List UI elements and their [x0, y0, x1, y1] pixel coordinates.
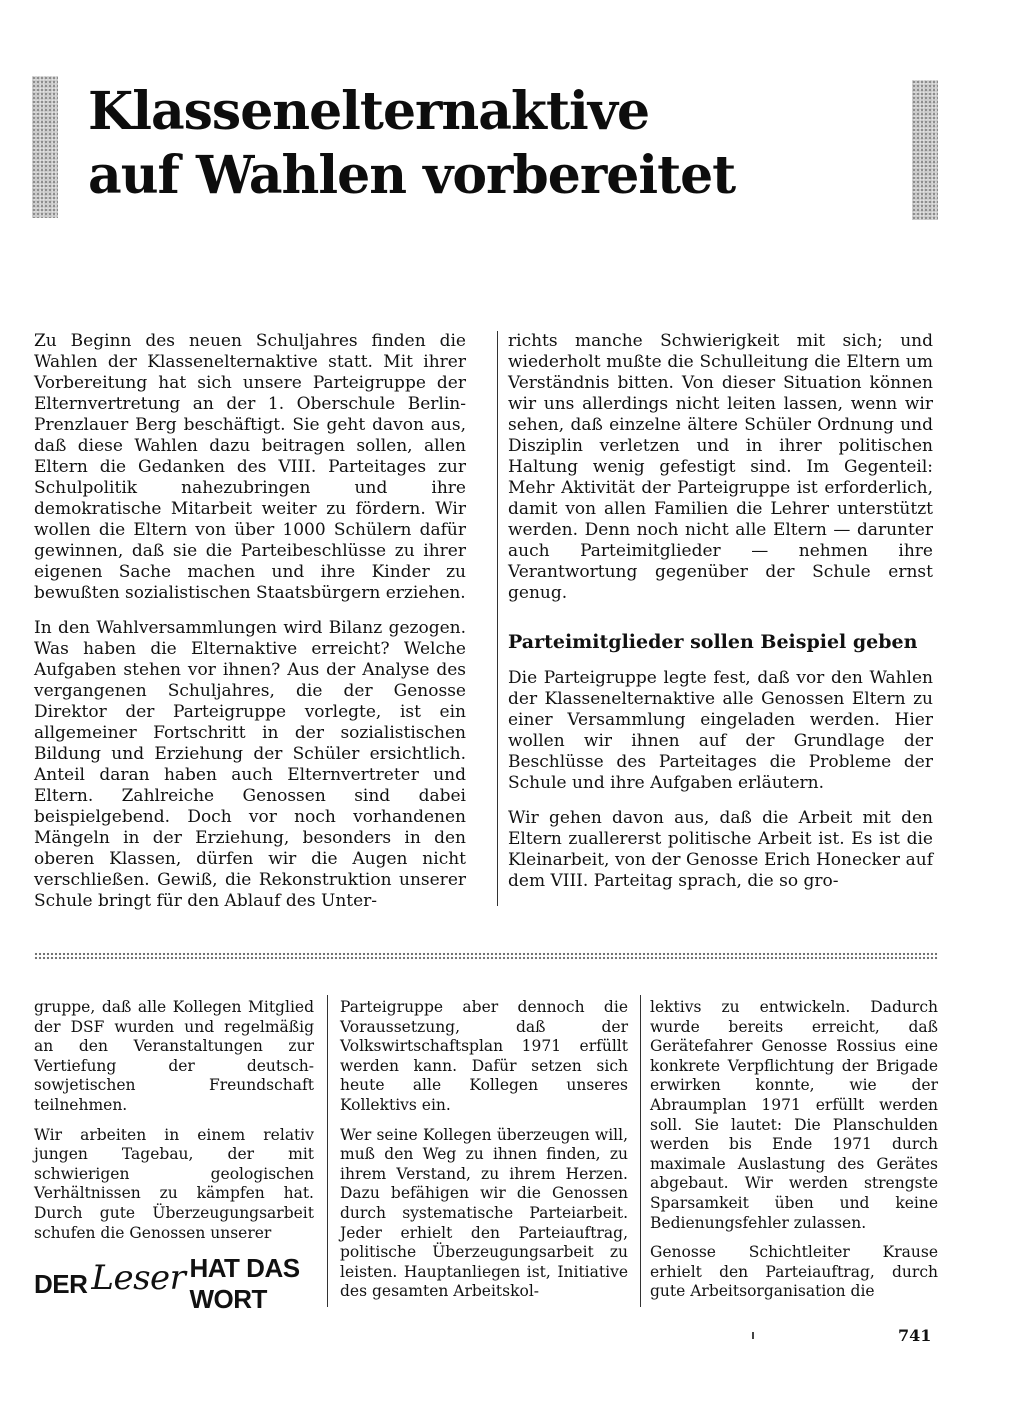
- headline: [88, 80, 735, 208]
- letters-paragraph: Wer seine Kollegen überzeugen will, muß den Weg zu ihnen finden, zu ihrem Verstand, zu ihrem Herzen. Dazu befähigen wir die Genossen durch systematische Parteiarbeit. Jeder erhielt den Parteiauftrag, politische Überzeugungsarbeit zu leisten. Hauptanliegen ist, Initiative des gesamten Arbeitskol-: [340, 1125, 628, 1301]
- headline-decorative-bar-left: [32, 76, 58, 218]
- headline-line-1: Klassenelternaktive: [88, 81, 650, 142]
- letters-column-3: [650, 998, 938, 1312]
- letters-paragraph: Wir arbeiten in einem relativ jungen Tagebau, der mit schwierigen geologischen Verhältnissen zu kämpfen hat. Durch gute Überzeugungsarbeit schufen die Genossen unserer: [34, 1125, 314, 1242]
- logo-text-leser: Leser: [91, 1258, 186, 1298]
- headline-line-2: auf Wahlen vorbereitet: [88, 145, 736, 206]
- article-paragraph: Zu Beginn des neuen Schuljahres finden die Wahlen der Klassenelternaktive statt. Mit ihrer Vorbereitung hat sich unsere Parteigruppe der Elternvertretung an der 1. Oberschule Berlin-Prenzlauer Berg beschäftigt. Sie geht davon aus, daß diese Wahlen dazu beitragen sollen, allen Eltern die Gedanken des VIII. Parteitages zur Schulpolitik nahezubringen und ihre demokratische Mitarbeit weiter zu fördern. Wir wollen die Eltern von über 1000 Schülern dafür gewinnen, daß sie die Parteibeschlüsse zu ihrer eigenen Sache machen und ihre Kinder zu bewußten sozialistischen Staatsbürgern erziehen.: [34, 331, 466, 603]
- letters-paragraph: gruppe, daß alle Kollegen Mitglied der DSF wurden und regelmäßig an den Veranstaltungen zur Vertiefung der deutsch-sowjetischen Freundschaft teilnehmen.: [34, 998, 314, 1114]
- article-paragraph: Wir gehen davon aus, daß die Arbeit mit den Eltern zuallererst politische Arbeit ist. Es ist die Kleinarbeit, von der Genosse Erich Honecker auf dem VIII. Parteitag sprach, die so gro-: [508, 808, 933, 891]
- article-subheading: Parteimitglieder sollen Beispiel geben: [508, 631, 918, 653]
- logo-text-hat-das-wort: HAT DAS WORT: [189, 1253, 300, 1314]
- letters-column-1: [34, 998, 314, 1253]
- column-rule: [640, 995, 641, 1307]
- article-column-left: [34, 331, 466, 926]
- section-logo: [34, 1253, 310, 1314]
- article-paragraph: In den Wahlversammlungen wird Bilanz gezogen. Was haben die Elternaktive erreicht? Welche Aufgaben stehen vor ihnen? Aus der Analyse des vergangenen Schuljahres, die der Genosse Direktor der Parteigruppe vorlegte, ist ein allgemeiner Fortschritt in der sozialistischen Bildung und Erziehung der Schüler ersichtlich. Anteil daran haben auch Elternvertreter und Eltern. Zahlreiche Genossen sind dabei beispielgebend. Doch vor noch vorhandenen Mängeln in der Erziehung, besonders in den oberen Klassen, dürfen wir die Augen nicht verschließen. Gewiß, die Rekonstruktion unserer Schule bringt für den Ablauf des Unter-: [34, 618, 466, 911]
- section-divider: [34, 952, 938, 960]
- headline-decorative-bar-right: [912, 80, 938, 220]
- letters-column-2: [340, 998, 628, 1312]
- article-paragraph: Die Parteigruppe legte fest, daß vor den Wahlen der Klassenelternaktive alle Genossen Eltern zu einer Versammlung eingeladen werden. Hier wollen wir ihnen auf der Grundlage der Beschlüsse des Parteitages die Probleme der Schule und ihre Aufgaben erläutern.: [508, 668, 933, 793]
- article-paragraph: richts manche Schwierigkeit mit sich; und wiederholt mußte die Schulleitung die Eltern um Verständnis bitten. Von dieser Situation können wir uns allerdings nicht leiten lassen, wenn wir sehen, daß einzelne ältere Schüler Ordnung und Disziplin verletzen und in ihrer politischen Haltung wenig gefestigt sind. Im Gegenteil: Mehr Aktivität der Parteigruppe ist erforderlich, damit von allen Familien die Lehrer unterstützt werden. Denn noch nicht alle Eltern — darunter auch Parteimitglieder — nehmen ihre Verantwortung gegenüber der Schule ernst genug.: [508, 331, 933, 603]
- letters-paragraph: Genosse Schichtleiter Krause erhielt den Parteiauftrag, durch gute Arbeitsorganisation die: [650, 1243, 938, 1301]
- column-rule: [327, 995, 328, 1307]
- letters-paragraph: Parteigruppe aber dennoch die Voraussetzung, daß der Volkswirtschaftsplan 1971 erfüllt werden kann. Dafür setzen sich heute alle Kollegen unseres Kollektivs ein.: [340, 998, 628, 1114]
- printer-mark: [752, 1332, 754, 1339]
- page-number: 741: [898, 1326, 932, 1345]
- logo-text-der: DER: [34, 1268, 88, 1299]
- letters-paragraph: lektivs zu entwickeln. Dadurch wurde bereits erreicht, daß Gerätefahrer Genosse Rossius eine konkrete Verpflichtung der Brigade erwirken konnte, wie der Abraumplan 1971 erfüllt werden soll. Sie lautet: Die Planschulden werden bis Ende 1971 durch maximale Auslastung des Gerätes abgebaut. Wir werden strengste Sparsamkeit üben und keine Bedienungsfehler zulassen.: [650, 998, 938, 1232]
- article-column-right: [497, 331, 933, 906]
